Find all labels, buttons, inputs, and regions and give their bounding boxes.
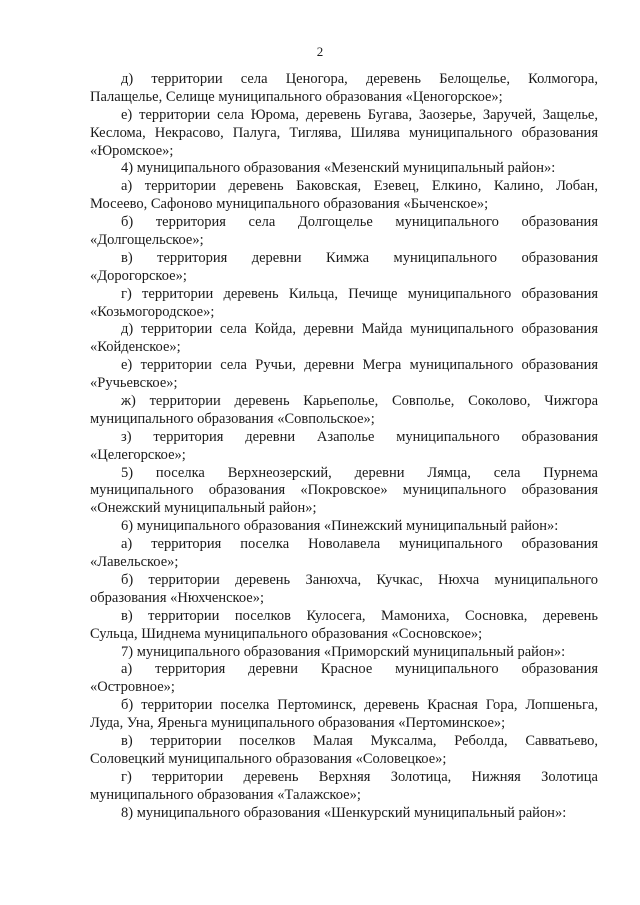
- paragraph: [90, 661, 598, 697]
- paragraph: [90, 178, 598, 214]
- paragraph: [90, 214, 598, 250]
- text-line: в) территория деревни Кимжа муниципального образования: [121, 249, 598, 266]
- text-line: «Островное»;: [90, 679, 175, 696]
- text-line: ж) территории деревень Карьеполье, Совполье, Соколово, Чижгора: [121, 393, 598, 410]
- paragraph: [90, 393, 598, 429]
- paragraph: [90, 160, 598, 178]
- text-line: «Ручьевское»;: [90, 375, 178, 392]
- text-line: Палащелье, Селище муниципального образования «Ценогорское»;: [90, 88, 503, 105]
- text-line: Соловецкий муниципального образования «Соловецкое»;: [90, 750, 447, 767]
- text-line: муниципального образования «Талажское»;: [90, 786, 361, 803]
- paragraph: [90, 71, 598, 107]
- text-line: б) территории поселка Пертоминск, деревень Красная Гора, Лопшеньга,: [121, 697, 598, 714]
- text-line: муниципального образования «Совпольское»;: [90, 410, 375, 427]
- text-line: Мосеево, Сафоново муниципального образования «Быченское»;: [90, 196, 489, 213]
- text-line: Сульца, Шиднема муниципального образования «Сосновское»;: [90, 625, 483, 642]
- paragraph: [90, 250, 598, 286]
- text-line: в) территории поселков Кулосега, Мамониха, Сосновка, деревень: [121, 607, 598, 624]
- paragraph: [90, 608, 598, 644]
- paragraph: [90, 357, 598, 393]
- text-line: образования «Нюхченское»;: [90, 589, 264, 606]
- text-line: «Козьмогородское»;: [90, 303, 215, 320]
- paragraph: [90, 321, 598, 357]
- paragraph: [90, 107, 598, 161]
- text-line: «Койденское»;: [90, 339, 181, 356]
- text-line: «Лавельское»;: [90, 554, 179, 571]
- text-line: а) территория деревни Красное муниципального образования: [121, 661, 598, 678]
- paragraph: [90, 536, 598, 572]
- paragraph: [90, 429, 598, 465]
- text-line: Луда, Уна, Яреньга муниципального образования «Пертоминское»;: [90, 715, 506, 732]
- text-line: д) территории села Койда, деревни Майда муниципального образования: [121, 321, 598, 338]
- text-line: «Онежский муниципальный район»;: [90, 500, 317, 517]
- paragraph: [90, 644, 598, 662]
- paragraph: [90, 518, 598, 536]
- text-line: г) территории деревень Верхняя Золотица, Нижняя Золотица: [121, 768, 598, 785]
- paragraph: [90, 572, 598, 608]
- text-line: «Дорогорское»;: [90, 267, 187, 284]
- text-line: б) территория села Долгощелье муниципального образования: [121, 214, 598, 231]
- text-line: 8) муниципального образования «Шенкурский муниципальный район»:: [121, 804, 567, 821]
- paragraph: [90, 465, 598, 519]
- text-line: г) территории деревень Кильца, Печище муниципального образования: [121, 285, 598, 302]
- text-line: «Юромское»;: [90, 142, 174, 159]
- text-line: в) территории поселков Малая Муксалма, Реболда, Савватьево,: [121, 732, 598, 749]
- text-line: е) территории села Юрома, деревень Бугава, Заозерье, Заручей, Защелье,: [121, 106, 598, 123]
- text-line: муниципального образования «Покровское» муниципального образования: [90, 482, 598, 499]
- text-line: «Целегорское»;: [90, 446, 186, 463]
- text-line: «Долгощельское»;: [90, 232, 204, 249]
- paragraph: [90, 286, 598, 322]
- page-number: 2: [316, 44, 324, 59]
- text-line: б) территории деревень Занюхча, Кучкас, Нюхча муниципального: [121, 571, 598, 588]
- text-line: 6) муниципального образования «Пинежский муниципальный район»:: [121, 518, 559, 535]
- paragraph: [90, 697, 598, 733]
- text-line: е) территории села Ручьи, деревни Мегра муниципального образования: [121, 357, 598, 374]
- text-line: а) территория поселка Новолавела муниципального образования: [121, 536, 598, 553]
- text-line: 5) поселка Верхнеозерский, деревни Лямца, села Пурнема: [121, 464, 598, 481]
- text-line: 4) муниципального образования «Мезенский муниципальный район»:: [121, 160, 556, 177]
- text-line: д) территории села Ценогора, деревень Белощелье, Колмогора,: [121, 71, 598, 87]
- paragraph: [90, 805, 598, 823]
- text-line: а) территории деревень Баковская, Езевец, Елкино, Калино, Лобан,: [121, 178, 598, 195]
- paragraph: [90, 733, 598, 769]
- text-line: 7) муниципального образования «Приморский муниципальный район»:: [121, 643, 566, 660]
- text-line: з) территория деревни Азаполье муниципального образования: [121, 428, 598, 445]
- paragraph: [90, 769, 598, 805]
- text-line: Кеслома, Некрасово, Палуга, Тиглява, Шилява муниципального образования: [90, 124, 598, 141]
- document-body: [90, 71, 598, 822]
